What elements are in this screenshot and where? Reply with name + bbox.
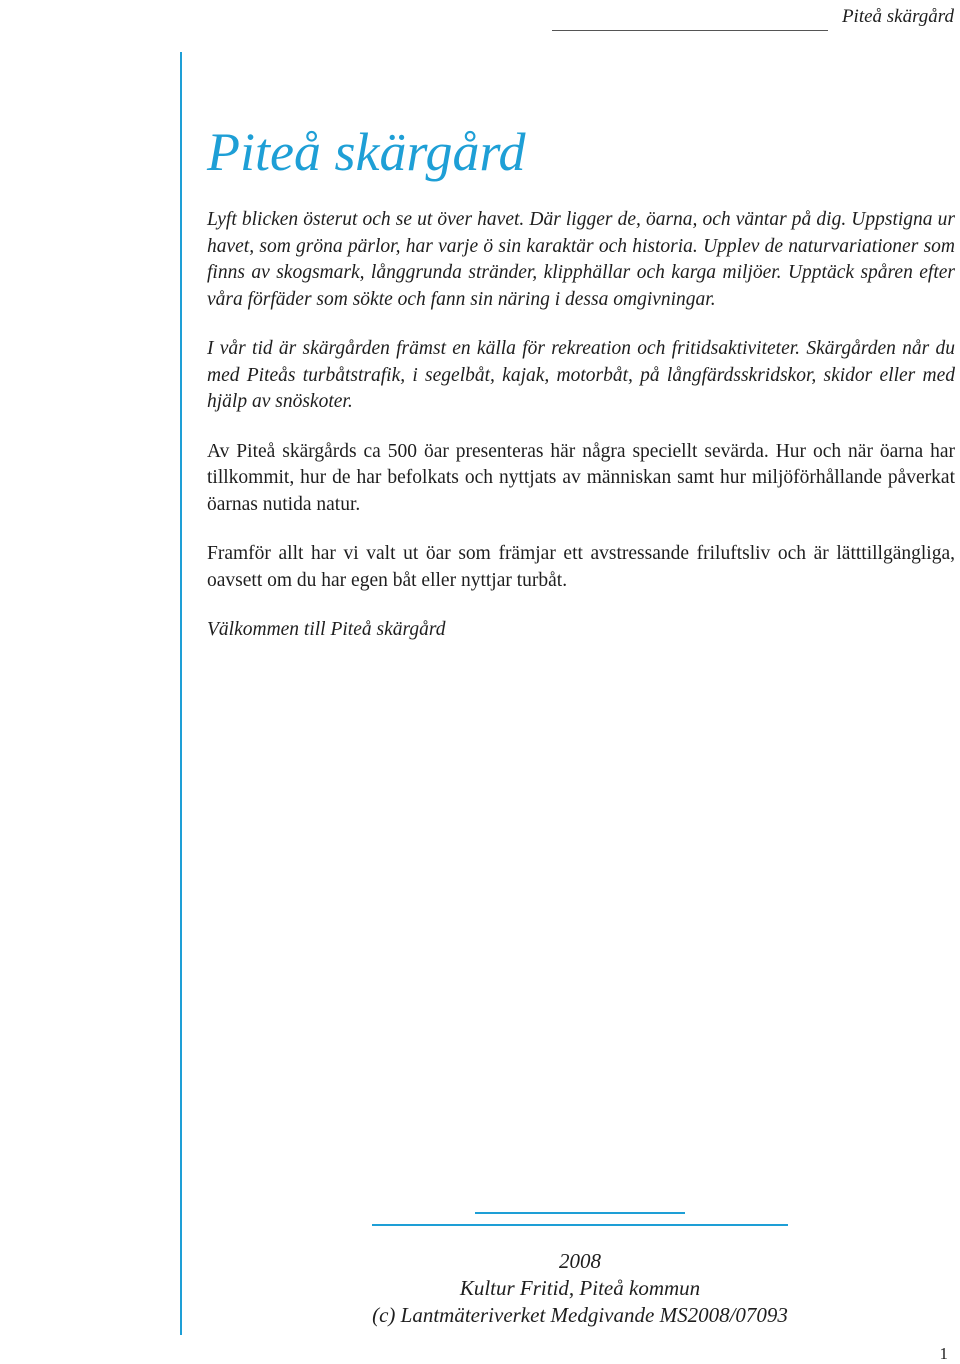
left-accent-bar [180,52,182,1335]
bottom-rule-long [372,1224,788,1226]
header-rule [552,30,828,31]
main-content [207,120,955,644]
islands-paragraph: Av Piteå skärgårds ca 500 öar presenteras här några speciellt sevärda. Hur och när öarna har tillkommit, hur de har befolkats och nyttjats av människan samt hur miljöförhållande påverkat öarnas nutida natur. [207,440,955,515]
running-header [0,0,960,40]
intro-paragraph: Lyft blicken österut och se ut över havet. Där ligger de, öarna, och väntar på dig. Uppstigna ur havet, som gröna pärlor, har varje ö sin karaktär och historia. Upplev de naturvariationer som finns av skogsmark, långgrunda stränder, klipphällar och karga miljöer. Upptäck spåren efter våra förfäder som sökte och fann sin näring i dessa omgivningar. [207,209,955,310]
recreation-paragraph: I vår tid är skärgården främst en källa för rekreation och fritidsaktiviteter. Skärgården når du med Piteås turbåtstrafik, i segelbåt, kajak, motorbåt, på långfärdsskridskor, skidor eller med hjälp av snöskoter. [207,338,955,412]
welcome-line: Välkommen till Piteå skärgård [207,619,446,640]
page-number: 1 [939,1344,948,1363]
colophon-publisher: Kultur Fritid, Piteå kommun [459,1276,701,1300]
bottom-rule-short [475,1212,685,1214]
selection-paragraph: Framför allt har vi valt ut öar som främjar ett avstressande friluftsliv och är lätttillgängliga, oavsett om du har egen båt eller nyttjar turbåt. [207,543,955,591]
colophon-copyright: (c) Lantmäteriverket Medgivande MS2008/07093 [372,1303,788,1327]
colophon [330,1248,830,1329]
running-title: Piteå skärgård [841,6,954,27]
page-title: Piteå skärgård [207,122,526,182]
colophon-year: 2008 [559,1249,601,1273]
